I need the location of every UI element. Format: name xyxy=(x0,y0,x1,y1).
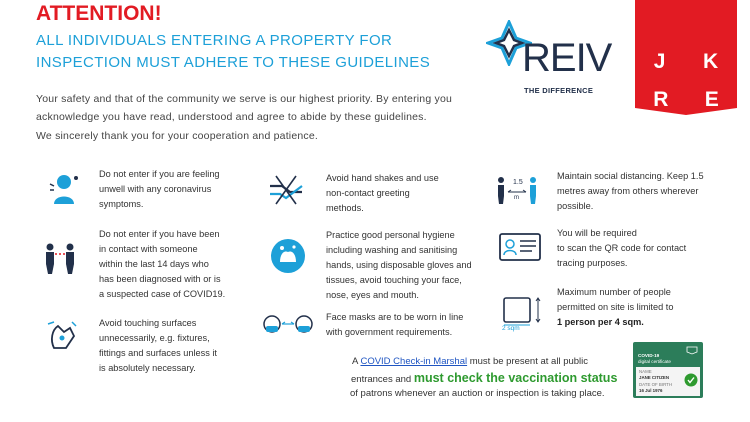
covid-check-in-marshal-link[interactable]: COVID Check-in Marshal xyxy=(360,356,468,367)
guideline-distancing: Maintain social distancing. Keep 1.5 metres away from others wherever possible. xyxy=(557,171,704,211)
hand-washing-icon xyxy=(270,238,306,274)
intro-line-1: Your safety and that of the community we serve is our highest priority. By entering you xyxy=(36,93,453,105)
banner-letter-r: R xyxy=(653,88,669,111)
guideline-handshakes: Avoid hand shakes and use non-contact greeting methods. xyxy=(326,173,439,213)
cert-title: COVID-19 xyxy=(638,353,660,358)
cert-name-label: NAME xyxy=(639,369,652,374)
jkre-banner xyxy=(635,0,737,115)
headline-line-2: INSPECTION MUST ADHERE TO THESE GUIDELINES xyxy=(36,54,431,71)
reiv-wordmark: REIV xyxy=(522,36,612,80)
cert-name: JANE CITIZEN xyxy=(639,375,670,380)
check-mark-icon xyxy=(684,373,698,387)
intro-line-3: We sincerely thank you for your cooperation and patience. xyxy=(36,130,319,142)
cert-subtitle: digital certificate xyxy=(638,359,671,364)
guideline-capacity: Maximum number of people permitted on site is limited to 1 person per 4 sqm. xyxy=(557,285,673,330)
headline-line-1: ALL INDIVIDUALS ENTERING A PROPERTY FOR xyxy=(36,32,393,49)
cert-dob-label: DATE OF BIRTH xyxy=(639,382,673,387)
social-distance-icon xyxy=(496,172,538,208)
intro-line-2: acknowledge you have read, understood and agree to abide by these guidelines. xyxy=(36,111,427,123)
guideline-surfaces: Avoid touching surfaces unnecessarily, e.g. fixtures, fittings and surfaces unless it is absolutely necessary. xyxy=(99,318,217,373)
distance-label: 1.5 xyxy=(513,179,523,186)
guideline-face-masks: Face masks are to be worn in line with government requirements. xyxy=(326,312,464,337)
coat-of-arms-icon xyxy=(685,345,699,355)
sick-person-icon xyxy=(46,170,82,206)
cert-details-panel xyxy=(636,367,700,396)
no-handshake-icon xyxy=(268,172,304,208)
touching-surface-icon xyxy=(44,318,80,354)
face-mask-icon xyxy=(262,310,314,346)
banner-letter-k: K xyxy=(703,50,719,73)
banner-letter-j: J xyxy=(653,50,666,73)
reiv-tagline: THE DIFFERENCE xyxy=(524,86,594,95)
attention-title: ATTENTION! xyxy=(36,2,162,25)
reiv-logo xyxy=(486,20,616,100)
marshal-notice-line-2: entrances and must check the vaccination status xyxy=(351,371,618,385)
capacity-limit: 1 person per 4 sqm. xyxy=(557,317,644,327)
guideline-contact: Do not enter if you have been in contact with someone within the last 14 days who has been diagnosed with or is a suspected case of COVID19. xyxy=(99,229,226,299)
marshal-notice-line-3: of patrons whenever an auction or inspection is taking place. xyxy=(350,388,605,399)
marshal-notice-line-1: A COVID Check-in Marshal must be present at all public xyxy=(352,356,589,367)
vaccination-emphasis: must check the vaccination status xyxy=(413,371,618,385)
distance-unit: m xyxy=(514,195,519,201)
contact-persons-icon xyxy=(42,240,78,276)
area-label: 2 sqm xyxy=(502,325,520,332)
guideline-unwell: Do not enter if you are feeling unwell with any coronavirus symptoms. xyxy=(99,169,220,209)
guideline-hygiene: Practice good personal hygiene including washing and sanitising hands, using disposable gloves and tissues, avoid touching your face, nose, eyes and mouth. xyxy=(326,230,472,300)
qr-card-icon xyxy=(498,230,542,266)
guideline-qr-code: You will be required to scan the QR code for contact tracing purposes. xyxy=(557,228,687,268)
covid-digital-certificate xyxy=(633,342,703,398)
cert-dob: 16 Jul 1976 xyxy=(639,388,663,393)
banner-letter-e: E xyxy=(704,88,719,111)
